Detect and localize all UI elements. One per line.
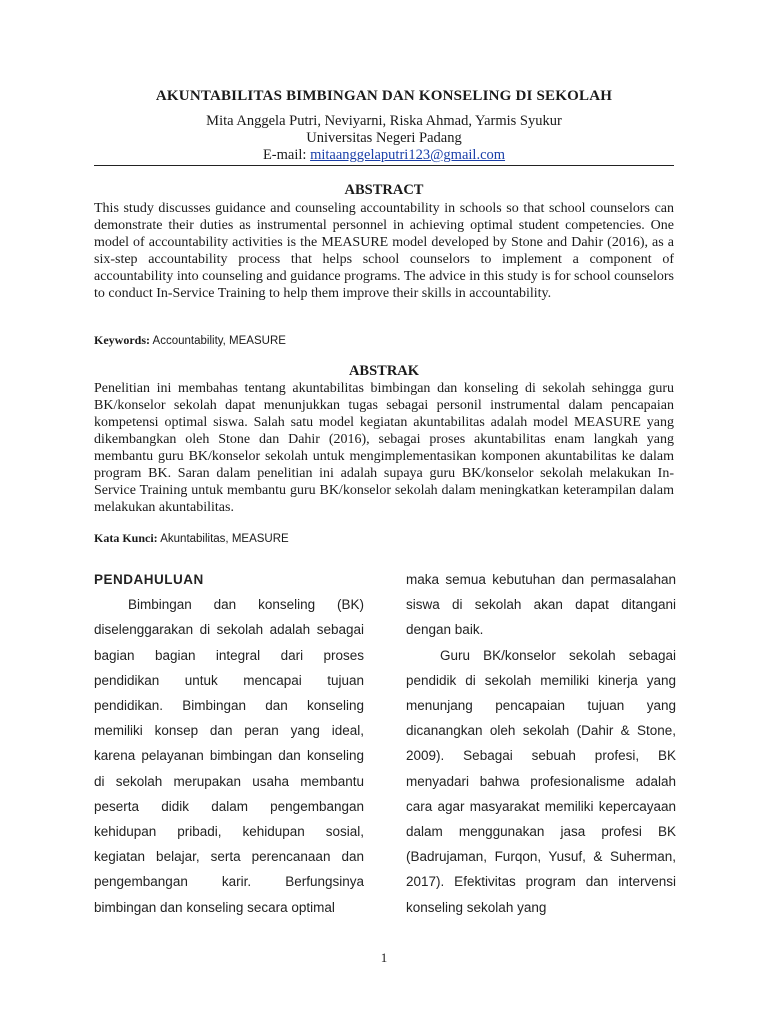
introduction-paragraph-right-2: Guru BK/konselor sekolah sebagai pendidik di sekolah memiliki kinerja yang menunjang pencapaian tujuan yang dicanangkan oleh sekolah (Dahir & Stone, 2009). Sebagai sebuah profesi, BK menyadari bahwa profesionalisme adalah cara agar masyarakat memiliki kepercayaan dalam menggunakan jasa profesi BK (Badrujaman, Furqon, Yusuf, & Suherman, 2017). Efektivitas program dan intervensi konseling sekolah yang bbox=[406, 647, 676, 915]
introduction-heading: PENDAHULUAN bbox=[94, 572, 204, 587]
abstract-heading: ABSTRACT bbox=[344, 182, 424, 198]
email-link[interactable]: mitaanggelaputri123@gmail.com bbox=[310, 147, 506, 163]
kata-kunci-label: Kata Kunci: bbox=[94, 531, 158, 545]
introduction-paragraph-left: Bimbingan dan konseling (BK) diselenggarakan di sekolah adalah sebagai bagian bagian integral dari proses pendidikan untuk mencapai tujuan pendidikan. Bimbingan dan konseling memiliki konsep dan peran yang ideal, karena pelayanan bimbingan dan konseling di sekolah merupakan usaha membantu peserta didik dalam pengembangan kehidupan pribadi, kehidupan sosial, kegiatan belajar, serta perencanaan dan pengembangan karir. Berfungsinya bimbingan dan konseling secara optimal bbox=[94, 597, 364, 915]
page-number: 1 bbox=[380, 950, 388, 965]
abstract-keywords bbox=[94, 333, 674, 348]
affiliation: Universitas Negeri Padang bbox=[306, 130, 462, 146]
left-column bbox=[94, 567, 364, 920]
abstrak-keywords bbox=[94, 531, 674, 546]
keywords-label: Keywords: bbox=[94, 333, 150, 347]
abstrak-body: Penelitian ini membahas tentang akuntabilitas bimbingan dan konseling di sekolah sehingga guru BK/konselor sekolah dapat menunjukkan tugas sebagai personil instrumental dalam pencapaian kompetensi optimal siswa. Salah satu model kegiatan akuntabilitas adalah model MEASURE yang dikembangkan oleh Stone dan Dahir (2016), sebagai proses akuntabilitas enam langkah yang membantu guru BK/konselor sekolah untuk mengimplementasikan komponen akuntabilitas ke dalam program BK. Saran dalam penelitian ini adalah supaya guru BK/konselor sekolah melakukan In-Service Training untuk membantu guru BK/konselor sekolah dalam meningkatkan keterampilan dalam melakukan akuntabilitas. bbox=[94, 381, 674, 515]
email-label: E-mail: bbox=[262, 147, 311, 163]
email-line bbox=[94, 147, 674, 164]
author-list: Mita Anggela Putri, Neviyarni, Riska Ahmad, Yarmis Syukur bbox=[206, 113, 562, 129]
kata-kunci-value: Akuntabilitas, MEASURE bbox=[157, 533, 289, 545]
keywords-value: Accountability, MEASURE bbox=[150, 335, 286, 347]
introduction-paragraph-right-1: maka semua kebutuhan dan permasalahan siswa di sekolah akan dapat ditangani dengan baik. bbox=[406, 572, 676, 638]
paper-title: AKUNTABILITAS BIMBINGAN DAN KONSELING DI SEKOLAH bbox=[155, 88, 613, 104]
right-column bbox=[406, 567, 676, 920]
header-divider bbox=[94, 165, 674, 166]
abstrak-heading: ABSTRAK bbox=[348, 363, 420, 379]
abstract-body: This study discusses guidance and counseling accountability in schools so that school counselors can demonstrate their duties as instrumental personnel in achieving optimal student competencies. One model of accountability activities is the MEASURE model developed by Stone and Dahir (2016), as a six-step accountability process that helps school counselors to implement a component of accountability into counseling and guidance programs. The advice in this study is for school counselors to conduct In-Service Training to help them improve their skills in accountability. bbox=[94, 201, 674, 301]
